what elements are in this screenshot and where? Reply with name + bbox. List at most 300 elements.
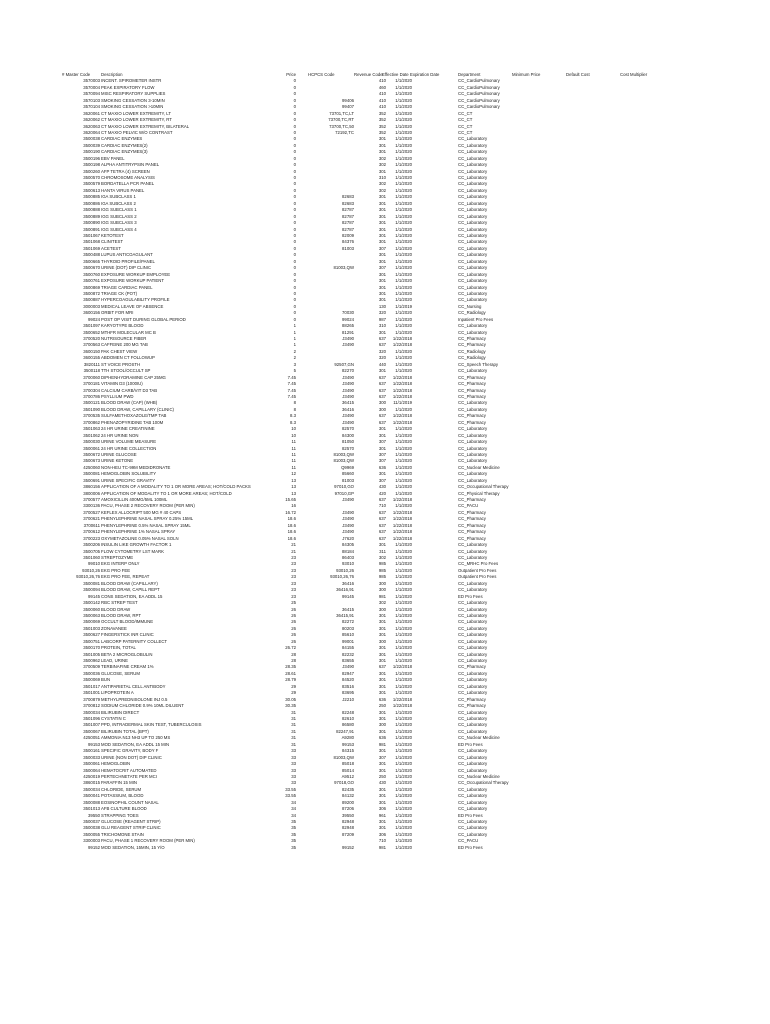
cell-description: CARDIAC ENZYMES(3) [101,149,148,155]
table-row [0,388,770,394]
table-row [0,542,770,548]
cell-department: CC_Occupational Therapy [458,484,509,490]
table-row [0,446,770,452]
cell-effective-date: 1/1/2020 [395,632,412,638]
cell-revenue-code: 301 [378,651,386,657]
table-row [0,394,770,400]
cell-description: VITAMIN D3 (1000IU) [101,381,143,387]
cell-price: 34 [291,806,296,812]
cell-hcpcs-code: 82272 [342,619,354,625]
header-revenue-code: Revenue Code [354,72,383,77]
cell-price: 23 [291,567,296,573]
cell-effective-date: 1/1/2020 [395,162,412,168]
cell-effective-date: 1/1/2020 [395,233,412,238]
cell-revenue-code: 987 [378,316,386,322]
table-row [0,465,770,471]
cell-price: 28 [291,658,296,664]
table-row [0,330,770,336]
cell-master-code: 3500170 [83,645,100,651]
cell-effective-date: 1/1/2020 [395,812,412,818]
table-row [0,323,770,329]
cell-revenue-code: 637 [378,374,386,380]
cell-revenue-code: 250 [378,773,386,779]
cell-effective-date: 1/1/2020 [395,110,412,116]
cell-price: 10 [291,426,296,432]
table-row [0,233,770,239]
cell-revenue-code: 637 [378,419,386,425]
cell-effective-date: 1/1/2020 [395,181,412,187]
cell-master-code: 3500670 [83,265,100,271]
cell-revenue-code: 302 [378,600,386,606]
cell-description: OCCULT BLOOD/IMMUNE [101,619,154,625]
cell-description: HEMOGLOBIN SOLUBILITY [101,471,157,477]
cell-description: GLU REAGENT STRIP CLINIC [101,825,161,831]
cell-price: 0 [293,84,296,90]
cell-description: EKG PRO FEE [101,567,131,573]
cell-revenue-code: 637 [378,516,386,522]
cell-effective-date: 1/1/2020 [395,658,412,664]
cell-description: PPD, INTRADERMAL SKIN TEST, TUBERCULOSIS [101,722,202,728]
cell-description: PHENAZOPYRIDINE TAB 100M [101,419,164,425]
cell-price: 7.45 [287,374,296,380]
cell-hcpcs-code: 84132 [342,793,354,799]
cell-revenue-code: 637 [378,529,386,535]
cell-description: IGG SUBCLASS 2 [101,213,137,219]
cell-price: 0 [293,142,296,148]
cell-master-code: 3500888 [83,207,100,213]
cell-master-code: 3500088 [83,799,100,805]
cell-master-code: 3620064 [83,129,100,135]
table-row [0,587,770,593]
cell-effective-date: 1/1/2020 [395,555,412,560]
cell-revenue-code: 637 [378,342,386,348]
cell-department: CC_Laboratory [458,471,488,477]
cell-hcpcs-code: 84305 [342,542,354,548]
cell-price: 26.72 [285,645,296,651]
cell-price: 31 [291,709,296,715]
cell-department: CC_Laboratory [458,290,488,296]
cell-description: PROTEIN, TOTAL [101,645,136,651]
cell-effective-date: 1/1/2020 [395,574,412,580]
cell-department: CC_Laboratory [458,181,488,187]
cell-revenue-code: 440 [378,361,386,367]
cell-revenue-code: 301 [378,471,386,477]
cell-effective-date: 1/1/2020 [395,471,412,477]
cell-price: 28.35 [285,664,296,670]
cell-revenue-code: 352 [378,123,386,129]
cell-department: CC_CT [458,129,473,135]
cell-master-code: 3300136 [83,503,100,509]
cell-price: 0 [293,136,296,142]
cell-revenue-code: 301 [378,786,386,792]
cell-revenue-code: 301 [378,670,386,676]
cell-revenue-code: 301 [378,220,386,226]
cell-department: CC_Laboratory [458,625,488,631]
table-row [0,355,770,361]
cell-price: 31 [291,716,296,721]
cell-description: CT MAXIO PELVIC W/O CONTRAST [101,129,173,135]
cell-description: SULFAMETHOXAZOLE/TMP TAB [101,413,167,419]
cell-description: IGG SUBCLASS 1 [101,207,137,213]
cell-description: IGG SUBCLASS 3 [101,220,137,226]
cell-effective-date: 1/1/2020 [395,793,412,799]
cell-effective-date: 1/1/2020 [395,136,412,142]
cell-hcpcs-code: 93010 [342,561,354,567]
cell-revenue-code: 301 [378,658,386,664]
cell-master-code: 3500872 [83,290,100,296]
cell-hcpcs-code: 39550 [342,812,354,818]
table-row [0,368,770,374]
cell-department: CC_Laboratory [458,323,488,329]
cell-description: HANTA VIRUS PANEL [101,187,145,193]
cell-effective-date: 1/1/2020 [395,625,412,631]
cell-master-code: 3570004 [83,84,100,90]
cell-effective-date: 1/1/2020 [395,445,412,451]
cell-price: 15.65 [285,497,296,503]
cell-hcpcs-code: 82787 [342,213,354,219]
cell-hcpcs-code: 82683 [342,200,354,206]
cell-department: CC_Laboratory [458,252,488,258]
cell-department: CC_CardioPulmonary [458,84,500,90]
cell-department: CC_Speech Therapy [458,361,499,367]
cell-price: 18.6 [287,529,296,535]
cell-department: CC_Pharmacy [458,342,486,348]
header-hcpcs-code: HCPCS Code [308,72,335,77]
table-row [0,703,770,709]
cell-price: 35 [291,844,296,850]
cell-master-code: 3501067 [83,233,100,238]
cell-master-code: 3620063 [83,123,100,129]
cell-description: BLOOD DRAW, RPT [101,612,141,618]
cell-department: CC_Laboratory [458,458,488,464]
cell-revenue-code: 310 [378,175,386,181]
cell-revenue-code: 301 [378,709,386,715]
cell-master-code: 3500206 [83,542,100,548]
cell-department: CC_Laboratory [458,793,488,799]
cell-price: 0 [293,226,296,232]
cell-hcpcs-code: 99406 [342,97,354,103]
cell-department: CC_Laboratory [458,220,488,226]
cell-effective-date: 1/22/2018 [392,522,412,528]
cell-department: CC_Laboratory [458,612,488,618]
cell-revenue-code: 301 [378,625,386,631]
cell-department: CC_MRHC Pro Fees [458,561,499,567]
cell-hcpcs-code: 85018 [342,761,354,767]
cell-effective-date: 1/22/2018 [392,387,412,393]
cell-revenue-code: 301 [378,226,386,232]
cell-master-code: 3500034 [83,786,100,792]
cell-revenue-code: 301 [378,194,386,200]
cell-revenue-code: 637 [378,413,386,419]
cell-effective-date: 1/1/2020 [395,484,412,490]
cell-department: Outpatient Pro Fees [458,574,497,580]
cell-revenue-code: 637 [378,497,386,503]
cell-effective-date: 1/1/2020 [395,464,412,470]
cell-hcpcs-code: 82947 [342,670,354,676]
cell-revenue-code: 301 [378,761,386,767]
cell-master-code: 3700509 [83,664,100,670]
cell-hcpcs-code: J3490 [342,374,354,380]
cell-price: 0 [293,310,296,316]
cell-description: MISC RESPIRATORY SUPPLIES [101,91,166,97]
cell-department: CC_Laboratory [458,767,488,773]
table-row [0,104,770,110]
cell-effective-date: 1/1/2020 [395,84,412,90]
cell-description: SODIUM CHLORIDE 0.9% 10ML DILUENT [101,703,184,709]
cell-description: EXPOSURE WORKUP EMPLOYEE [101,271,171,277]
cell-master-code: 3501017 [83,683,100,689]
cell-hcpcs-code: 84300 [342,432,354,438]
cell-master-code: 3700612 [83,529,100,535]
cell-price: 21 [291,542,296,548]
cell-revenue-code: 301 [378,445,386,451]
cell-price: 18.6 [287,516,296,522]
cell-master-code: 99024 [88,316,100,322]
cell-price: 0 [293,278,296,284]
cell-master-code: 3500142 [83,600,100,606]
cell-hcpcs-code: 82435 [342,786,354,792]
cell-effective-date: 1/1/2020 [395,265,412,271]
cell-hcpcs-code: 99152 [342,844,354,850]
cell-price: 28 [291,651,296,657]
cell-effective-date: 1/1/2020 [395,503,412,509]
cell-department: CC_Laboratory [458,619,488,625]
header-department: Department [458,72,481,77]
cell-master-code: 3500118 [83,368,100,374]
cell-hcpcs-code: 99001 [342,638,354,644]
cell-description: FLOW CYTOMETRY LST MARK [101,548,164,554]
cell-revenue-code: 301 [378,690,386,696]
cell-master-code: 3501013 [83,806,100,812]
cell-revenue-code: 985 [378,574,386,580]
cell-revenue-code: 301 [378,748,386,754]
cell-description: STREPTOZYME [101,555,134,560]
cell-price: 35 [291,819,296,825]
table-row [0,658,770,664]
cell-revenue-code: 301 [378,825,386,831]
cell-department: CC_CT [458,123,473,129]
cell-master-code: 3500579 [83,181,100,187]
cell-department: CC_Laboratory [458,600,488,606]
cell-price: 11 [291,439,296,445]
table-row [0,594,770,600]
table-row [0,407,770,413]
cell-master-code: 3500069 [83,677,100,683]
cell-master-code: 3500760 [83,271,100,277]
cell-hcpcs-code: 82570 [342,445,354,451]
cell-hcpcs-code: 99153 [342,741,354,747]
cell-revenue-code: 985 [378,561,386,567]
cell-price: 7.45 [287,394,296,399]
cell-revenue-code: 301 [378,767,386,773]
cell-effective-date: 1/1/2020 [395,477,412,483]
table-row [0,503,770,509]
cell-description: BUN [101,677,111,683]
cell-price: 0 [293,303,296,309]
cell-description: AFP TETRA (4) SCREEN [101,168,150,174]
cell-hcpcs-code: 82787 [342,226,354,232]
table-row [0,677,770,683]
header-master-code: # Master Code [62,72,91,77]
cell-price: 2 [293,355,296,361]
cell-price: 26 [291,632,296,638]
header-cost-multiplier: Cost Multiplier [620,72,648,77]
cell-description: METHYLPREDNISOLONE INJ 0.5 [101,696,168,702]
cell-revenue-code: 636 [378,735,386,741]
cell-effective-date: 1/1/2020 [395,290,412,296]
cell-description: INCENT. SPIROMETER INSTR [101,78,162,84]
cell-description: PACU, PHASE 1 RECOVERY ROOM (PER MIN) [101,838,195,844]
cell-hcpcs-code: 92507,GN [334,361,354,367]
cell-revenue-code: 300 [378,722,386,728]
cell-effective-date: 1/1/2020 [395,722,412,728]
table-row [0,252,770,258]
table-row [0,162,770,168]
cell-effective-date: 1/1/2020 [395,168,412,174]
cell-price: 11 [291,458,296,464]
table-row [0,227,770,233]
cell-effective-date: 1/1/2020 [395,78,412,84]
cell-master-code: 3500890 [83,220,100,226]
cell-master-code: 3500613 [83,187,100,193]
cell-price: 0 [293,162,296,168]
cell-description: TERBINAFINE CREAM 1% [101,664,154,670]
cell-revenue-code: 307 [378,265,386,271]
cell-description: DIPHENHYDRAMINE CAP 25MG [101,374,166,380]
cell-revenue-code: 981 [378,844,386,850]
cell-revenue-code: 302 [378,162,386,168]
cell-description: EKG INTERP ONLY [101,561,140,567]
table-row [0,304,770,310]
cell-hcpcs-code: 81003,QW [333,458,354,464]
cell-revenue-code: 637 [378,535,386,541]
cell-department: CC_Pharmacy [458,497,486,503]
cell-effective-date: 1/1/2020 [395,406,412,412]
header-default-cost: Default Cost [566,72,590,77]
table-row [0,452,770,458]
table-row [0,342,770,348]
cell-description: NUTRISOURCE FIBER [101,336,147,342]
cell-price: 8 [293,400,296,406]
cell-effective-date: 1/22/2018 [392,516,412,522]
table-row [0,645,770,651]
cell-effective-date: 1/1/2020 [395,741,412,747]
cell-revenue-code: 301 [378,728,386,734]
cell-department: CC_Laboratory [458,213,488,219]
cell-department: CC_Laboratory [458,136,488,142]
cell-revenue-code: 352 [378,110,386,116]
cell-price: 11 [291,445,296,451]
cell-master-code: 3500036 [83,670,100,676]
cell-department: CC_Physical Therapy [458,490,500,496]
cell-hcpcs-code: 80203 [342,625,354,631]
cell-description: AFB CULTURE BLOOD [101,806,147,812]
cell-department: CC_CardioPulmonary [458,104,500,110]
table-row [0,317,770,323]
cell-effective-date: 1/22/2018 [392,497,412,503]
table-row [0,111,770,117]
cell-price: 0 [293,316,296,322]
cell-hcpcs-code: 72192,TC [335,129,354,135]
table-row [0,420,770,426]
table-row [0,291,770,297]
cell-department: ED Pro Fees [458,741,483,747]
cell-description: STRAPPING TOES [101,812,139,818]
table-row [0,194,770,200]
cell-hcpcs-code: J3490 [342,664,354,670]
cell-master-code: 3700611 [83,522,100,528]
table-row [0,375,770,381]
cell-price: 0 [293,187,296,193]
cell-price: 12 [291,471,296,477]
cell-price: 26 [291,638,296,644]
cell-master-code: 4250060 [83,464,100,470]
table-row [0,793,770,799]
cell-price: 0 [293,78,296,84]
cell-department: CC_Laboratory [458,831,488,837]
cell-revenue-code: 301 [378,799,386,805]
cell-department: CC_Laboratory [458,806,488,812]
cell-effective-date: 1/1/2020 [395,175,412,181]
cell-description: AMOXICILLIN 400MG/5ML 100ML [101,497,168,503]
cell-revenue-code: 637 [378,381,386,387]
header-minimum-price: Minimum Price [512,72,541,77]
cell-effective-date: 1/22/2018 [392,374,412,380]
table-row [0,117,770,123]
cell-description: PSYLLIUM PWD [101,394,134,399]
table-row [0,124,770,130]
cell-master-code: 3500030 [83,439,100,445]
cell-price: 31 [291,735,296,741]
cell-effective-date: 1/22/2018 [392,336,412,342]
cell-effective-date: 1/1/2020 [395,542,412,548]
cell-hcpcs-code: 86403 [342,555,354,560]
cell-revenue-code: 302 [378,555,386,560]
cell-description: EXPOSURE WORKUP PATIENT [101,278,165,284]
cell-revenue-code: 301 [378,213,386,219]
table-row [0,259,770,265]
cell-master-code: 3700621 [83,516,100,522]
cell-description: URINE SPECIFIC GRAVITY [101,477,156,483]
cell-revenue-code: 410 [378,78,386,84]
table-row [0,813,770,819]
cell-price: 5 [293,368,296,374]
table-row [0,607,770,613]
cell-master-code: 3600155 [83,355,100,361]
cell-description: BLOOD DRAW, CAPILL REPT [101,587,160,593]
cell-effective-date: 1/1/2020 [395,91,412,97]
cell-hcpcs-code: J3490 [342,387,354,393]
cell-hcpcs-code: J3490 [342,413,354,419]
cell-department: CC_Pharmacy [458,374,486,380]
cell-department: CC_Nuclear Medicine [458,464,500,470]
cell-description: GLUCOSE, SERUM [101,670,140,676]
cell-price: 13 [291,477,296,483]
cell-hcpcs-code: 73700,TC,RT [328,117,354,123]
cell-department: CC_Radiology [458,310,486,316]
cell-hcpcs-code: 99145 [342,593,354,599]
cell-price: 23 [291,561,296,567]
cell-effective-date: 1/1/2020 [395,239,412,245]
cell-master-code: 3570103 [83,97,100,103]
table-row [0,156,770,162]
cell-revenue-code: 410 [378,104,386,110]
cell-description: PEAK EXPIRATORY FLOW [101,84,155,90]
cell-effective-date: 1/22/2018 [392,381,412,387]
cell-effective-date: 1/1/2020 [395,716,412,721]
cell-effective-date: 1/1/2020 [395,683,412,689]
cell-department: CC_Pharmacy [458,696,486,702]
